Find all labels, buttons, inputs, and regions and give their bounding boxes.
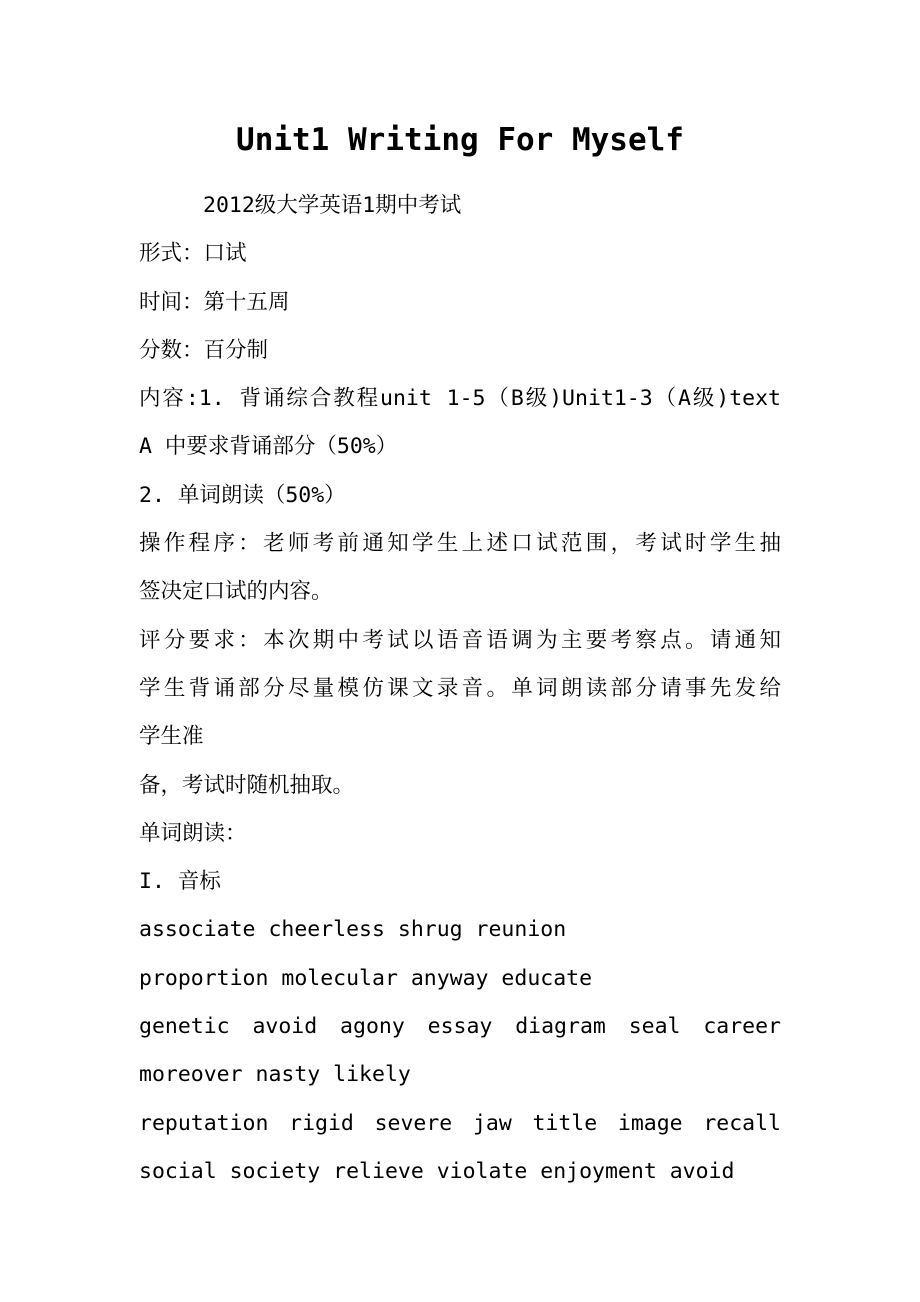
- word-list-line-5: reputation rigid severe jaw title image recall: [139, 1110, 781, 1136]
- word-list-line-4: moreover nasty likely: [139, 1062, 411, 1088]
- phonetics-heading: I. 音标: [139, 869, 221, 895]
- exam-content-item-2: 2. 单词朗读（50%）: [139, 482, 346, 508]
- document-title: Unit1 Writing For Myself: [236, 122, 684, 158]
- exam-content-line-2: A 中要求背诵部分（50%）: [139, 434, 398, 460]
- procedure-line-2: 签决定口试的内容。: [139, 579, 333, 605]
- grading-line-1: 评分要求：本次期中考试以语音语调为主要考察点。请通知: [139, 627, 781, 653]
- word-list-line-3: genetic avoid agony essay diagram seal career: [139, 1014, 781, 1040]
- grading-line-2: 学生背诵部分尽量模仿课文录音。单词朗读部分请事先发给: [139, 675, 781, 701]
- word-list-line-1: associate cheerless shrug reunion: [139, 917, 567, 943]
- exam-content-line-1: 内容:1. 背诵综合教程unit 1-5（B级)Unit1-3（A级)text: [139, 386, 781, 412]
- word-reading-heading: 单词朗读：: [139, 820, 247, 846]
- exam-scoring: 分数：百分制: [139, 337, 269, 363]
- procedure-line-1: 操作程序：老师考前通知学生上述口试范围，考试时学生抽: [139, 531, 781, 557]
- exam-format: 形式：口试: [139, 241, 247, 267]
- exam-time: 时间：第十五周: [139, 289, 290, 315]
- word-list-line-6: social society relieve violate enjoyment avoid: [139, 1158, 735, 1184]
- grading-line-4: 备，考试时随机抽取。: [139, 772, 355, 798]
- word-list-line-2: proportion molecular anyway educate: [139, 965, 593, 991]
- document-body: [139, 182, 781, 1196]
- exam-heading: 2012级大学英语1期中考试: [203, 193, 462, 218]
- grading-line-3: 学生准: [139, 724, 204, 750]
